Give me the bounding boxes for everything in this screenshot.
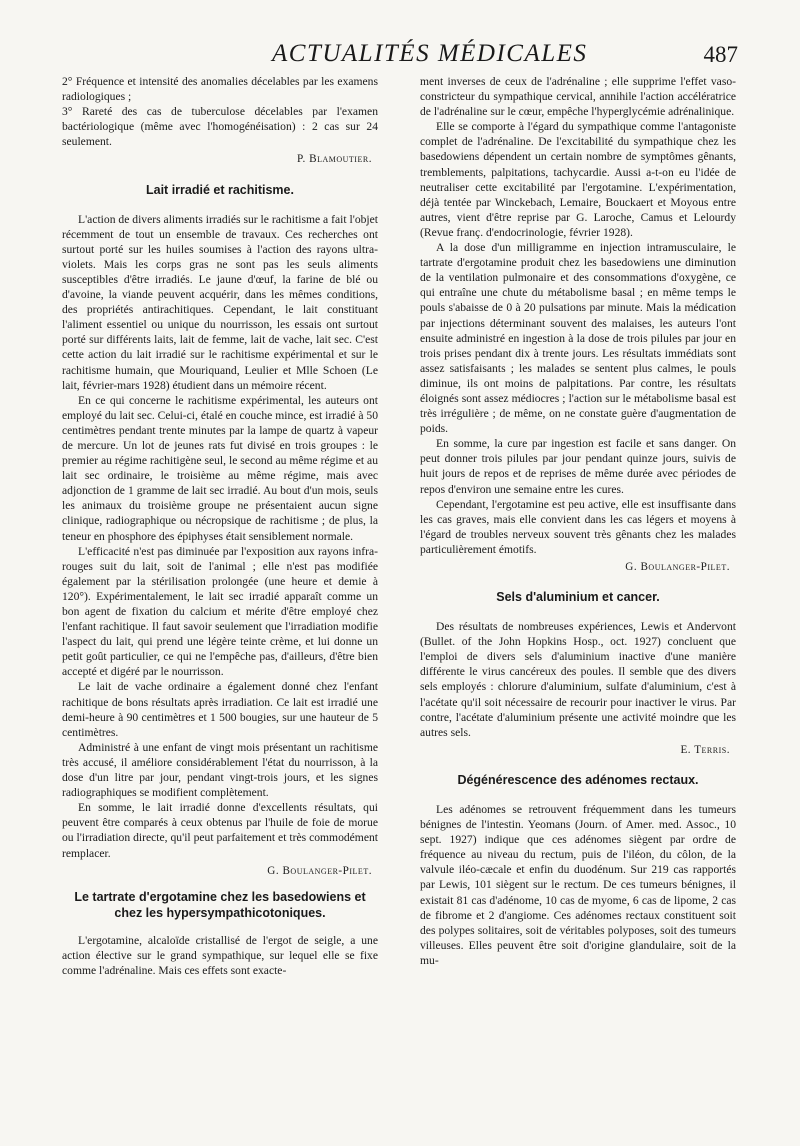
paragraph: Elle se comporte à l'égard du sympathique comme l'antagoniste complet de l'adrénaline. De l'excitabilité du sympathique chez les basedowiens dépendent un certain nombre de symptômes gênants, tremblements, palpitations, tachycardie. Aussi a-t-on eu l'idée de neutraliser cette excitabilité par l'ergotamine. L'expérimentation, déjà tentée par Winckebach, Lemaire, Bouckaert et Moyous entre autres, vient d'être reprise par G. Laroche, Camus et Lelourdy (Revue franç. d'endocrinologie, février 1928). xyxy=(420,120,736,239)
paragraph: L'action de divers aliments irradiés sur le rachitisme a fait l'objet récemment de tout un ensemble de travaux. Ces recherches ont surtout porté sur les huiles soumises à l'action des rayons ultra-violets. Mais les corps gras ne sont pas les seuls aliments susceptibles d'être irradiés. Le jaune d'œuf, la farine de blé ou d'avoine, la viande peuvent acquérir, dans les mêmes conditions, des propriétés antirachitiques. Cependant, le lait constituant l'aliment essentiel ou unique du nourrisson, les essais ont surtout porté sur différents laits, lait de femme, lait de vache, lait sec. C'est cette action du lait irradié sur le rachitisme expérimental et sur le rachitisme humain, que Mouriquand, Leulier et Mlle Schoen (Le lait, février-mars 1928) étudient dans un mémoire récent. xyxy=(62,212,378,392)
paragraph: Le lait de vache ordinaire a également donné chez l'enfant rachitique de bons résultats après irradiation. Ce lait est irradié une demi-heure à 90 centimètres et 1 500 bougies, sur une hauteur de 5 centimètres. xyxy=(62,680,378,739)
section-heading: Dégénérescence des adénomes rectaux. xyxy=(457,772,699,787)
paragraph: A la dose d'un milligramme en injection intramusculaire, le tartrate d'ergotamine produit chez les basedowiens une diminution de la ventilation pulmonaire et des consommations d'oxygène, ce qui entraîne une chute du métabolisme basal ; en même temps le pouls s'abaisse de 0 à 20 pulsations par minute. Mais la médication par injections déterminant souvent des malaises, les auteurs l'ont ensuite administré en ingestion à la dose de trois pilules par jour en trois prises pendant dix à trente jours. Les résultats immédiats sont assez satisfaisants ; les malades se sentent plus calmes, le pouls diminue, ils ont moins de palpitations. Par contre, les résultats éloignés sont assez médiocres ; l'action sur le métabolisme basal est très irrégulière ; de même, on ne constate guère d'augmentation de poids. xyxy=(420,241,736,436)
author-signature: G. Boulanger-Pilet. xyxy=(267,864,372,877)
paragraph: L'efficacité n'est pas diminuée par l'exposition aux rayons infra-rouges suit du lait, soit de l'animal ; elle n'est pas modifiée également par la stérilisation prolongée (une heure et demie à 120°). Expérimentalement, le lait sec irradié apparaît comme un bon agent de fixation du calcium et mérite d'être employé chez l'enfant rachitique. Il faut savoir seulement que l'irradiation modifie l'aspect du lait, qui prend une légère teinte crème, et lui donne un petit goût particulier, ce qui ne l'empêche pas, d'ailleurs, d'être bien accepté et digéré par le nourrisson. xyxy=(62,544,378,679)
paragraph: Administré à une enfant de vingt mois présentant un rachitisme très accusé, il améliore considérablement l'état du nourrisson, à la dose d'un litre par jour, pendant vingt-trois jours, et les signes radiographiques se modifient complètement. xyxy=(62,740,378,800)
page-header xyxy=(0,40,800,74)
section-heading: Lait irradié et rachitisme. xyxy=(146,182,294,197)
section-heading: Sels d'aluminium et cancer. xyxy=(496,590,660,605)
paragraph: 2° Fréquence et intensité des anomalies décelables par les examens radiologiques ; xyxy=(62,75,378,104)
section-heading: Le tartrate d'ergotamine chez les basedowiens et chez les hypersympathicotoniques. xyxy=(74,889,366,920)
paragraph: Des résultats de nombreuses expériences, Lewis et Andervont (Bullet. of the John Hopkins Hosp., oct. 1927) concluent que l'emploi de divers sels d'aluminium inactive d'une manière différente le virus cancéreux des poules. Il semble que des divers sels employés : chlorure d'aluminium, sulfate d'aluminium, c'est à l'acétate qu'il soit nécessaire de recourir pour inactiver le virus. Par contre, l'acétate d'aluminium présente une activité moindre que les autres sels. xyxy=(420,620,736,739)
right-column xyxy=(420,74,736,968)
author-signature: P. Blamoutier. xyxy=(297,153,372,166)
left-column xyxy=(62,74,378,978)
paragraph: En somme, la cure par ingestion est facile et sans danger. On peut donner trois pilules par jour pendant quinze jours, suivis de huit jours de repos et de reprises de même durée avec périodes de repos d'environ une semaine entre les cures. xyxy=(420,437,736,496)
paragraph: ment inverses de ceux de l'adrénaline ; elle supprime l'effet vaso-constricteur du sympathique cervical, annihile l'action accélératrice de l'adrénaline sur le cœur, empêche l'hyperglycémie adrénalinique. xyxy=(420,75,736,119)
paragraph: Cependant, l'ergotamine est peu active, elle est insuffisante dans les cas graves, mais elle convient dans les cas légers et moyens à l'égard de troubles nerveux souvent très gênants chez les malades particulièrement émotifs. xyxy=(420,497,736,556)
paragraph: 3° Rareté des cas de tuberculose décelables par l'examen bactériologique (même avec l'homogénéisation) : 2 cas sur 24 seulement. xyxy=(62,105,378,149)
page-number: 487 xyxy=(703,42,738,67)
paragraph: En somme, le lait irradié donne d'excellents résultats, qui peuvent être comparés à ceux obtenus par l'huile de foie de morue ou l'irradiation directe, qu'il peut parfaitement et très commodément remplacer. xyxy=(62,801,378,860)
paragraph: En ce qui concerne le rachitisme expérimental, les auteurs ont employé du lait sec. Celui-ci, étalé en couche mince, est irradié à 50 centimètres pendant trente minutes par la lampe de quartz à vapeur de mercure. Un lot de jeunes rats fut divisé en trois groupes : le premier au régime rachitigène seul, le second au même régime et au lait sec ordinaire, le troisième au même régime, mais avec adjonction de 1 gramme de lait sec irradié. Au bout d'un mois, seuls les animaux du troisième groupe ne présentaient aucun signe clinique, radiographique ou nécropsique de rachitisme ; de plus, la teneur en phosphore des épiphyses était sensiblement normale. xyxy=(62,393,378,543)
paragraph: Les adénomes se retrouvent fréquemment dans les tumeurs bénignes de l'intestin. Yeomans (Journ. of Amer. med. Assoc., 10 sept. 1927) indique que ces adénomes siègent par ordre de fréquence au niveau du rectum, puis de l'iléon, du côlon, de la valvule iléo-cæcale et enfin du duodénum. Sur 219 cas rapportés par Lewis, 101 siègent sur le rectum. De ces tumeurs bénignes, il existait 81 cas d'adénome, 10 cas de myome, 6 cas de lipome, 2 cas de fibrome et 2 d'angiome. Ces adénomes rectaux constituent soit des polypes solitaires, soit de véritables polyposes, soit des tumeurs villeuses. Elles peuvent être soit d'origine glandulaire, soit de la mu- xyxy=(420,802,736,967)
running-title: ACTUALITÉS MÉDICALES xyxy=(272,40,588,67)
author-signature: G. Boulanger-Pilet. xyxy=(625,561,730,573)
author-signature: E. Terris. xyxy=(680,743,730,756)
paragraph: L'ergotamine, alcaloïde cristallisé de l'ergot de seigle, a une action élective sur le grand sympathique, sur lequel elle se fixe comme l'adrénaline. Mais ces effets sont exacte- xyxy=(62,933,378,977)
